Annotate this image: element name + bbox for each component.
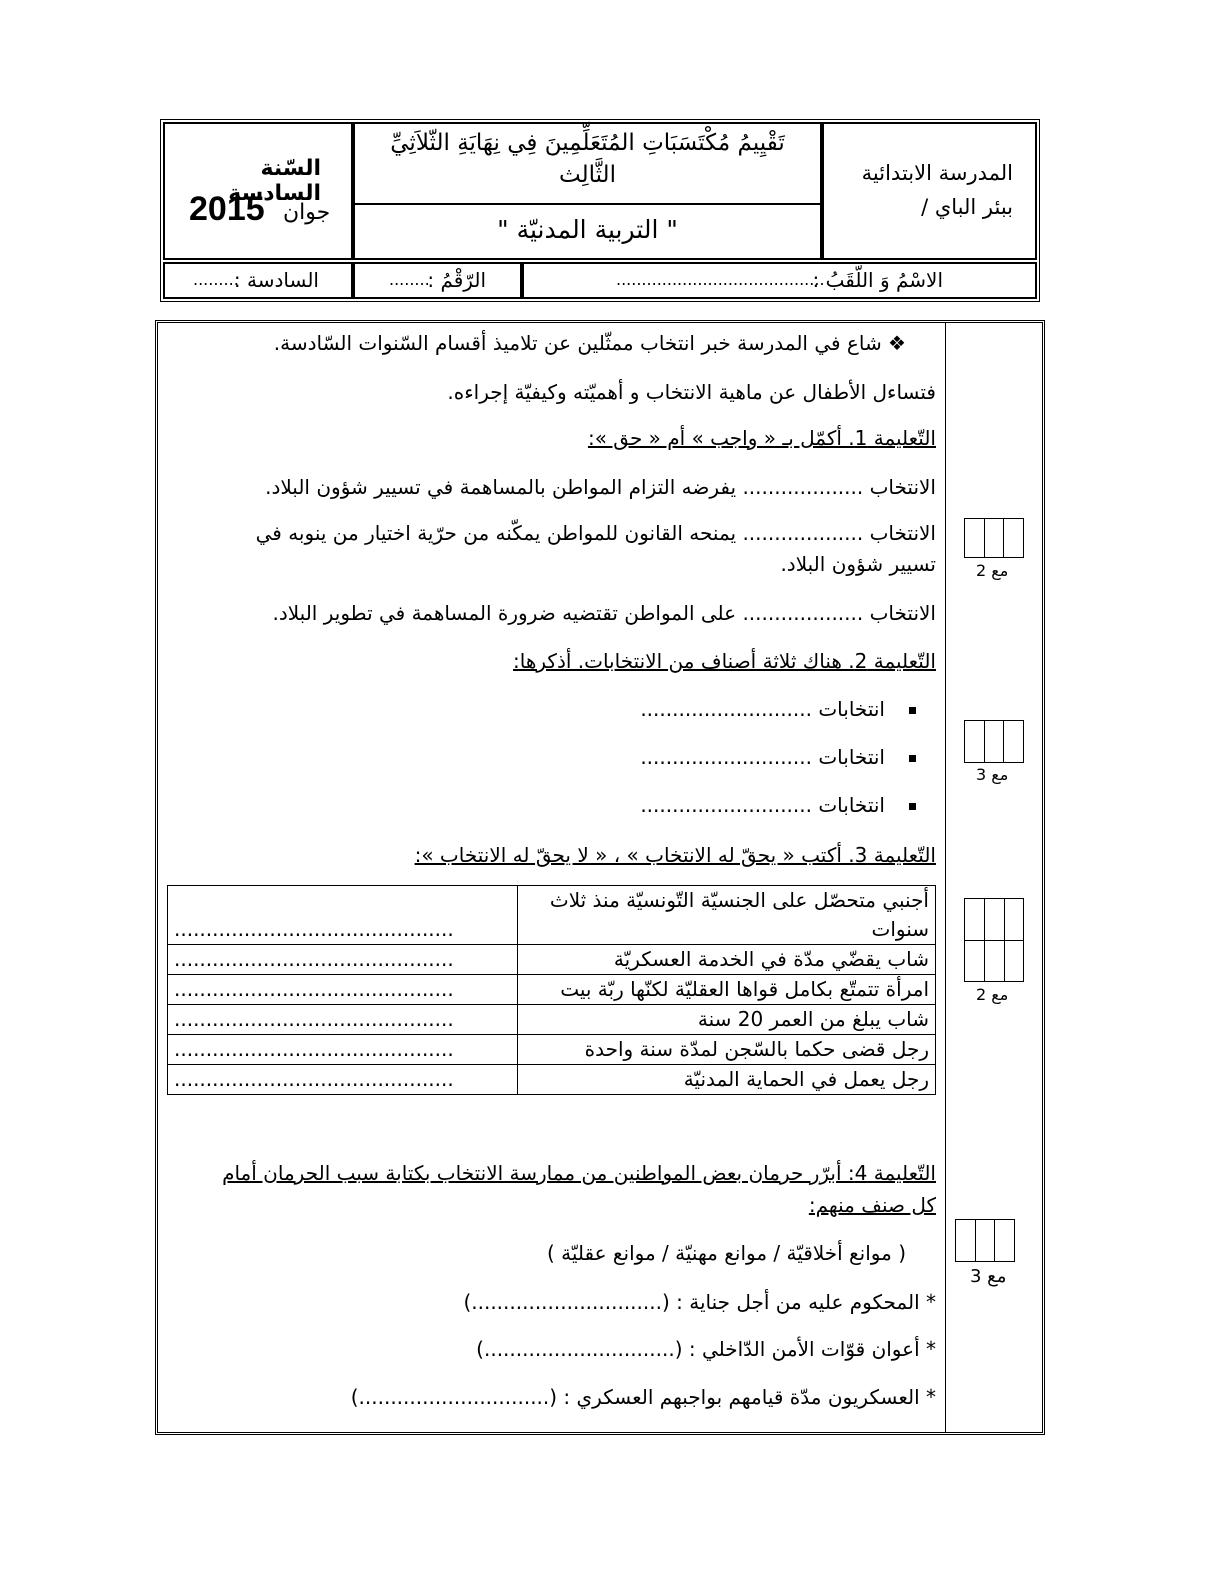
q1-item2-cont: تسيير شؤون البلاد.	[780, 552, 936, 576]
subject-cell	[353, 203, 822, 260]
number-field[interactable]: ........	[389, 270, 430, 289]
bullet-icon	[909, 707, 916, 714]
grading-margin-divider	[945, 323, 946, 1432]
q1-item3[interactable]: الانتخاب ................... على المواطن تقتضيه ضرورة المساهمة في تطوير البلاد.	[272, 601, 936, 625]
case-cell: شاب يقضّي مدّة في الخدمة العسكريّة	[518, 945, 936, 975]
case-cell: أجنبي متحصّل على الجنسيّة التّونسيّة منذ ثلاث سنوات	[518, 886, 936, 945]
answer-cell[interactable]: ............................................	[168, 1065, 518, 1095]
intro-line2: فتساءل الأطفال عن ماهية الانتخاب و أهميّته وكيفيّة إجراءه.	[447, 380, 936, 404]
q1-item2[interactable]: الانتخاب ................... يمنحه القانون للمواطن يمكّنه من حرّية اختيار من ينوبه في	[255, 521, 936, 545]
case-cell: رجل قضى حكما بالسّجن لمدّة سنة واحدة	[518, 1035, 936, 1065]
answer-cell[interactable]: ............................................	[168, 1035, 518, 1065]
q4-score-label: مع 3	[970, 1266, 1007, 1287]
bullet-icon	[909, 803, 916, 810]
q3-score-label: مع 2	[976, 985, 1009, 1004]
name-field[interactable]: .........................................	[616, 270, 825, 289]
q1-score-box	[964, 518, 1024, 558]
grade-cell	[163, 122, 353, 260]
table-row	[168, 945, 936, 975]
school-name: المدرسة الابتدائية	[861, 161, 1013, 185]
q2-item1[interactable]: انتخابات ...........................	[640, 694, 916, 724]
intro-line1: ❖ شاع في المدرسة خبر انتخاب ممثّلين عن تلاميذ أقسام السّنوات السّادسة.	[273, 331, 906, 355]
number-cell	[353, 262, 522, 299]
bullet-icon	[909, 755, 916, 762]
q4-item3[interactable]: * العسكريون مدّة قيامهم بواجبهم العسكري : (..............................)	[350, 1385, 936, 1409]
table-row	[168, 1005, 936, 1035]
q2-score-box	[964, 720, 1024, 763]
class-label: السادسة :	[233, 268, 319, 292]
q1-score-label: مع 2	[976, 561, 1009, 580]
q4-options: ( موانع أخلاقيّة / موانع مهنيّة / موانع عقليّة )	[546, 1241, 906, 1265]
class-field[interactable]: .........	[193, 270, 239, 289]
rights-table	[167, 885, 936, 1095]
q1-instruction: التّعليمة 1. أكمّل بـ « واجب » أم « حق »:	[587, 426, 936, 450]
name-cell	[522, 262, 1037, 299]
answer-cell[interactable]: ............................................	[168, 886, 518, 945]
q2-score-label: مع 3	[976, 765, 1009, 784]
exam-title-line1: تَقْيِيمُ مُكْتَسَبَاتِ المُتَعَلِّمِينَ فِي نِهَايَةِ الثّلاَثِيِّ	[390, 130, 785, 156]
school-cell	[822, 122, 1037, 260]
q2-item3[interactable]: انتخابات ...........................	[640, 790, 916, 820]
q1-item1[interactable]: الانتخاب ................... يفرضه التزام المواطن بالمساهمة في تسيير شؤون البلاد.	[265, 475, 936, 499]
q4-instruction-line1: التّعليمة 4: أبرّر حرمان بعض المواطنين من ممارسة الانتخاب بكتابة سبب الحرمان أمام	[222, 1161, 936, 1185]
subject-title: " التربية المدنيّة "	[497, 215, 678, 244]
school-location: ببئر الباي /	[921, 195, 1013, 219]
exam-month: جوان	[283, 200, 331, 225]
q2-instruction: التّعليمة 2. هناك ثلاثة أصناف من الانتخابات. أذكرها:	[513, 649, 936, 673]
class-cell	[163, 262, 353, 299]
answer-cell[interactable]: ............................................	[168, 975, 518, 1005]
case-cell: امرأة تتمتّع بكامل قواها العقليّة لكنّها ربّة بيت	[518, 975, 936, 1005]
q4-score-box	[955, 1219, 1015, 1262]
case-cell: رجل يعمل في الحماية المدنيّة	[518, 1065, 936, 1095]
q2-item2[interactable]: انتخابات ...........................	[640, 742, 916, 772]
q3-instruction: التّعليمة 3. أكتب « يحقّ له الانتخاب » ، « لا يحقّ له الانتخاب »:	[414, 843, 936, 867]
case-cell: شاب يبلغ من العمر 20 سنة	[518, 1005, 936, 1035]
table-row	[168, 975, 936, 1005]
grade-label: السّنة السادسة	[228, 156, 321, 206]
exam-title-line2: الثَّالِث	[559, 162, 616, 188]
q3-score-box	[964, 898, 1024, 982]
number-label: الرّقْمُ :	[427, 268, 486, 292]
table-row	[168, 1065, 936, 1095]
exam-year: 2015	[189, 190, 265, 228]
name-label: الاسْمُ وَ اللّقَبُ :	[812, 268, 943, 292]
table-row	[168, 1035, 936, 1065]
q4-instruction-line2: كل صنف منهم:	[808, 1193, 936, 1217]
answer-cell[interactable]: ............................................	[168, 1005, 518, 1035]
table-row	[168, 886, 936, 945]
answer-cell[interactable]: ............................................	[168, 945, 518, 975]
q4-item2[interactable]: * أعوان قوّات الأمن الدّاخلي : (..............................)	[476, 1337, 936, 1361]
q4-item1[interactable]: * المحكوم عليه من أجل جناية : (..............................)	[463, 1290, 936, 1314]
